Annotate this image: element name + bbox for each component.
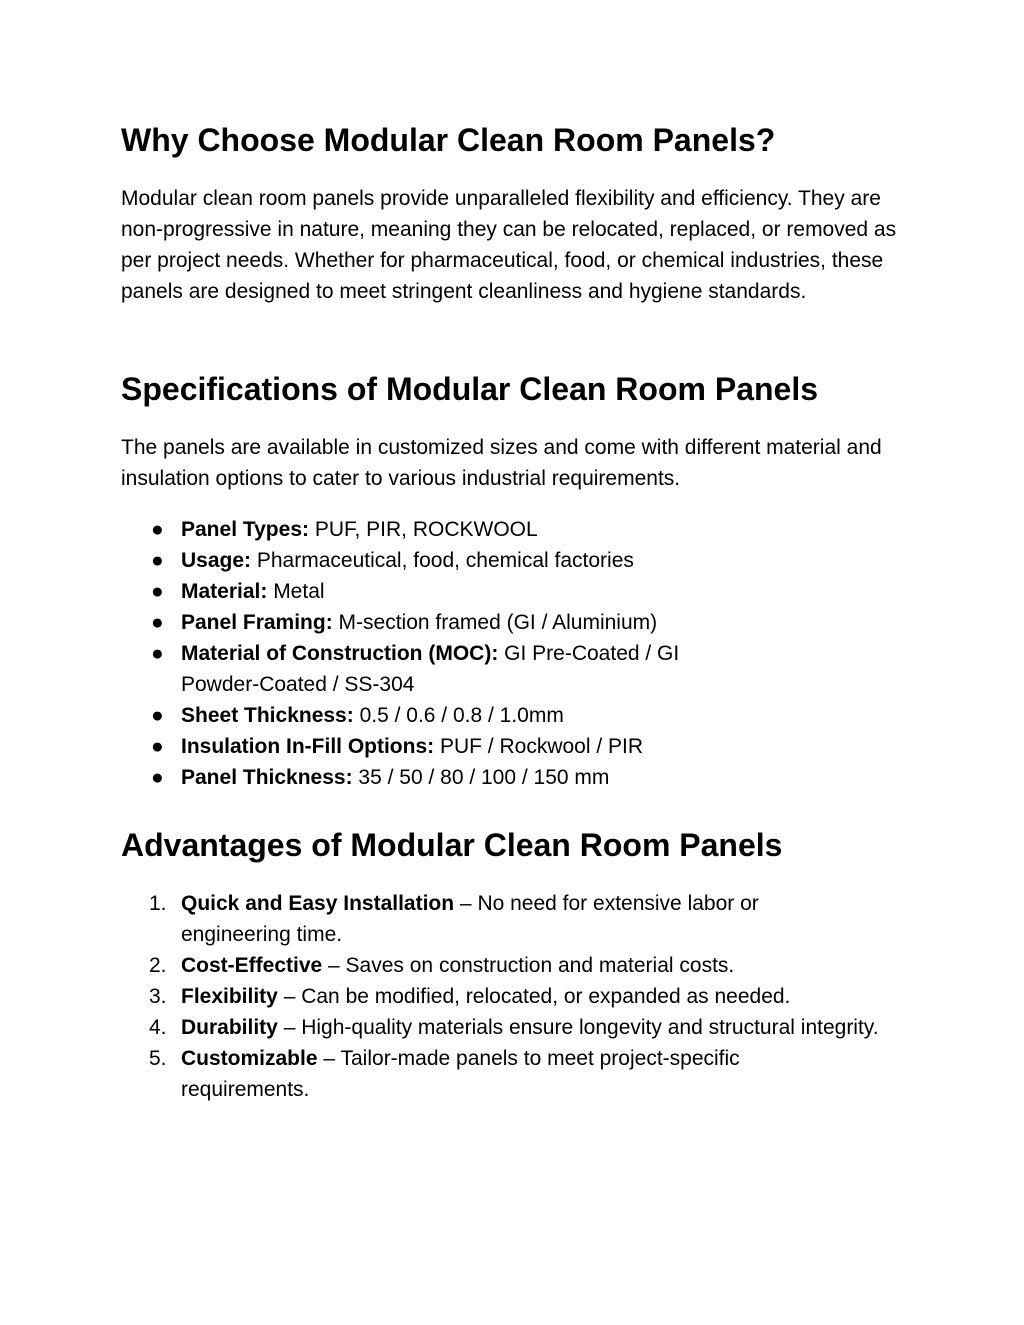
bullet-marker: ● bbox=[151, 611, 164, 634]
advantage-item-text bbox=[181, 888, 841, 950]
spec-item-label: Material: bbox=[181, 580, 268, 603]
advantage-item-label: Durability bbox=[181, 1016, 278, 1039]
spec-item-label: Material of Construction (MOC): bbox=[181, 642, 499, 665]
spec-item-value: 35 / 50 / 80 / 100 / 150 mm bbox=[352, 766, 610, 789]
spec-item-value: PUF, PIR, ROCKWOOL bbox=[309, 518, 538, 541]
advantage-item-cost-effective bbox=[121, 950, 901, 981]
heading-specifications: Specifications of Modular Clean Room Panels bbox=[121, 371, 819, 407]
advantage-item-label: Flexibility bbox=[181, 985, 278, 1008]
spec-item-panel-thickness bbox=[121, 762, 901, 793]
spec-item-text bbox=[181, 545, 901, 576]
list-number: 4. bbox=[149, 1016, 167, 1039]
advantage-item-label: Quick and Easy Installation bbox=[181, 892, 455, 915]
list-number: 3. bbox=[149, 985, 167, 1008]
list-number: 1. bbox=[149, 892, 167, 915]
bullet-marker: ● bbox=[151, 549, 164, 572]
spec-item-text bbox=[181, 607, 901, 638]
advantage-item-value: – Can be modified, relocated, or expanded as needed. bbox=[277, 985, 791, 1008]
specifications-list bbox=[121, 514, 901, 793]
bullet-marker: ● bbox=[151, 704, 164, 727]
spec-item-material bbox=[121, 576, 901, 607]
advantage-item-text bbox=[181, 950, 901, 981]
spec-item-sheet-thickness bbox=[121, 700, 901, 731]
spec-item-value: Metal bbox=[267, 580, 325, 603]
bullet-marker: ● bbox=[151, 518, 164, 541]
bullet-marker: ● bbox=[151, 642, 164, 665]
spec-item-usage bbox=[121, 545, 901, 576]
spec-item-text bbox=[181, 514, 901, 545]
advantage-item-durability bbox=[121, 1012, 901, 1043]
advantage-item-text bbox=[181, 1012, 881, 1043]
bullet-marker: ● bbox=[151, 766, 164, 789]
spec-item-label: Panel Framing: bbox=[181, 611, 333, 634]
advantages-list bbox=[121, 888, 901, 1105]
list-number: 5. bbox=[149, 1047, 167, 1070]
advantage-item-installation bbox=[121, 888, 901, 950]
spec-item-text bbox=[181, 731, 901, 762]
list-number: 2. bbox=[149, 954, 167, 977]
heading-why-choose: Why Choose Modular Clean Room Panels? bbox=[121, 122, 776, 158]
spec-item-label: Usage: bbox=[181, 549, 252, 572]
spec-item-text bbox=[181, 638, 741, 700]
bullet-marker: ● bbox=[151, 735, 164, 758]
advantage-item-flexibility bbox=[121, 981, 901, 1012]
spec-item-label: Insulation In-Fill Options: bbox=[181, 735, 435, 758]
bullet-marker: ● bbox=[151, 580, 164, 603]
advantage-item-label: Customizable bbox=[181, 1047, 318, 1070]
spec-item-text bbox=[181, 576, 901, 607]
spec-item-label: Panel Types: bbox=[181, 518, 309, 541]
spec-item-value: PUF / Rockwool / PIR bbox=[434, 735, 644, 758]
spec-item-text bbox=[181, 700, 901, 731]
spec-item-value: GI Pre-Coated / GI Powder-Coated / SS-304 bbox=[181, 642, 680, 696]
spec-item-panel-framing bbox=[121, 607, 901, 638]
spec-item-text bbox=[181, 762, 901, 793]
spec-item-value: M-section framed (GI / Aluminium) bbox=[332, 611, 658, 634]
advantage-item-customizable bbox=[121, 1043, 901, 1105]
heading-advantages: Advantages of Modular Clean Room Panels bbox=[121, 827, 783, 863]
advantage-item-label: Cost-Effective bbox=[181, 954, 323, 977]
spec-item-label: Sheet Thickness: bbox=[181, 704, 354, 727]
advantage-item-value: – No need for extensive labor or engineering time. bbox=[181, 892, 759, 946]
paragraph-specifications: The panels are available in customized sizes and come with different material and insulation options to cater to various industrial requirements. bbox=[121, 436, 882, 490]
advantage-item-value: – High-quality materials ensure longevity and structural integrity. bbox=[277, 1016, 879, 1039]
spec-item-insulation-options bbox=[121, 731, 901, 762]
paragraph-why-choose: Modular clean room panels provide unparalleled flexibility and efficiency. They are non-progressive in nature, meaning they can be relocated, replaced, or removed as per project needs. Whether for pharmaceutical, food, or chemical industries, these panels are designed to meet stringent cleanliness and hygiene standards. bbox=[121, 187, 897, 303]
spec-item-label: Panel Thickness: bbox=[181, 766, 353, 789]
advantage-item-text bbox=[181, 981, 901, 1012]
advantage-item-text bbox=[181, 1043, 821, 1105]
spec-item-value: Pharmaceutical, food, chemical factories bbox=[251, 549, 634, 572]
advantage-item-value: – Tailor-made panels to meet project-specific requirements. bbox=[181, 1047, 740, 1101]
advantage-item-value: – Saves on construction and material costs. bbox=[322, 954, 735, 977]
spec-item-moc bbox=[121, 638, 901, 700]
spec-item-value: 0.5 / 0.6 / 0.8 / 1.0mm bbox=[353, 704, 564, 727]
spec-item-panel-types bbox=[121, 514, 901, 545]
